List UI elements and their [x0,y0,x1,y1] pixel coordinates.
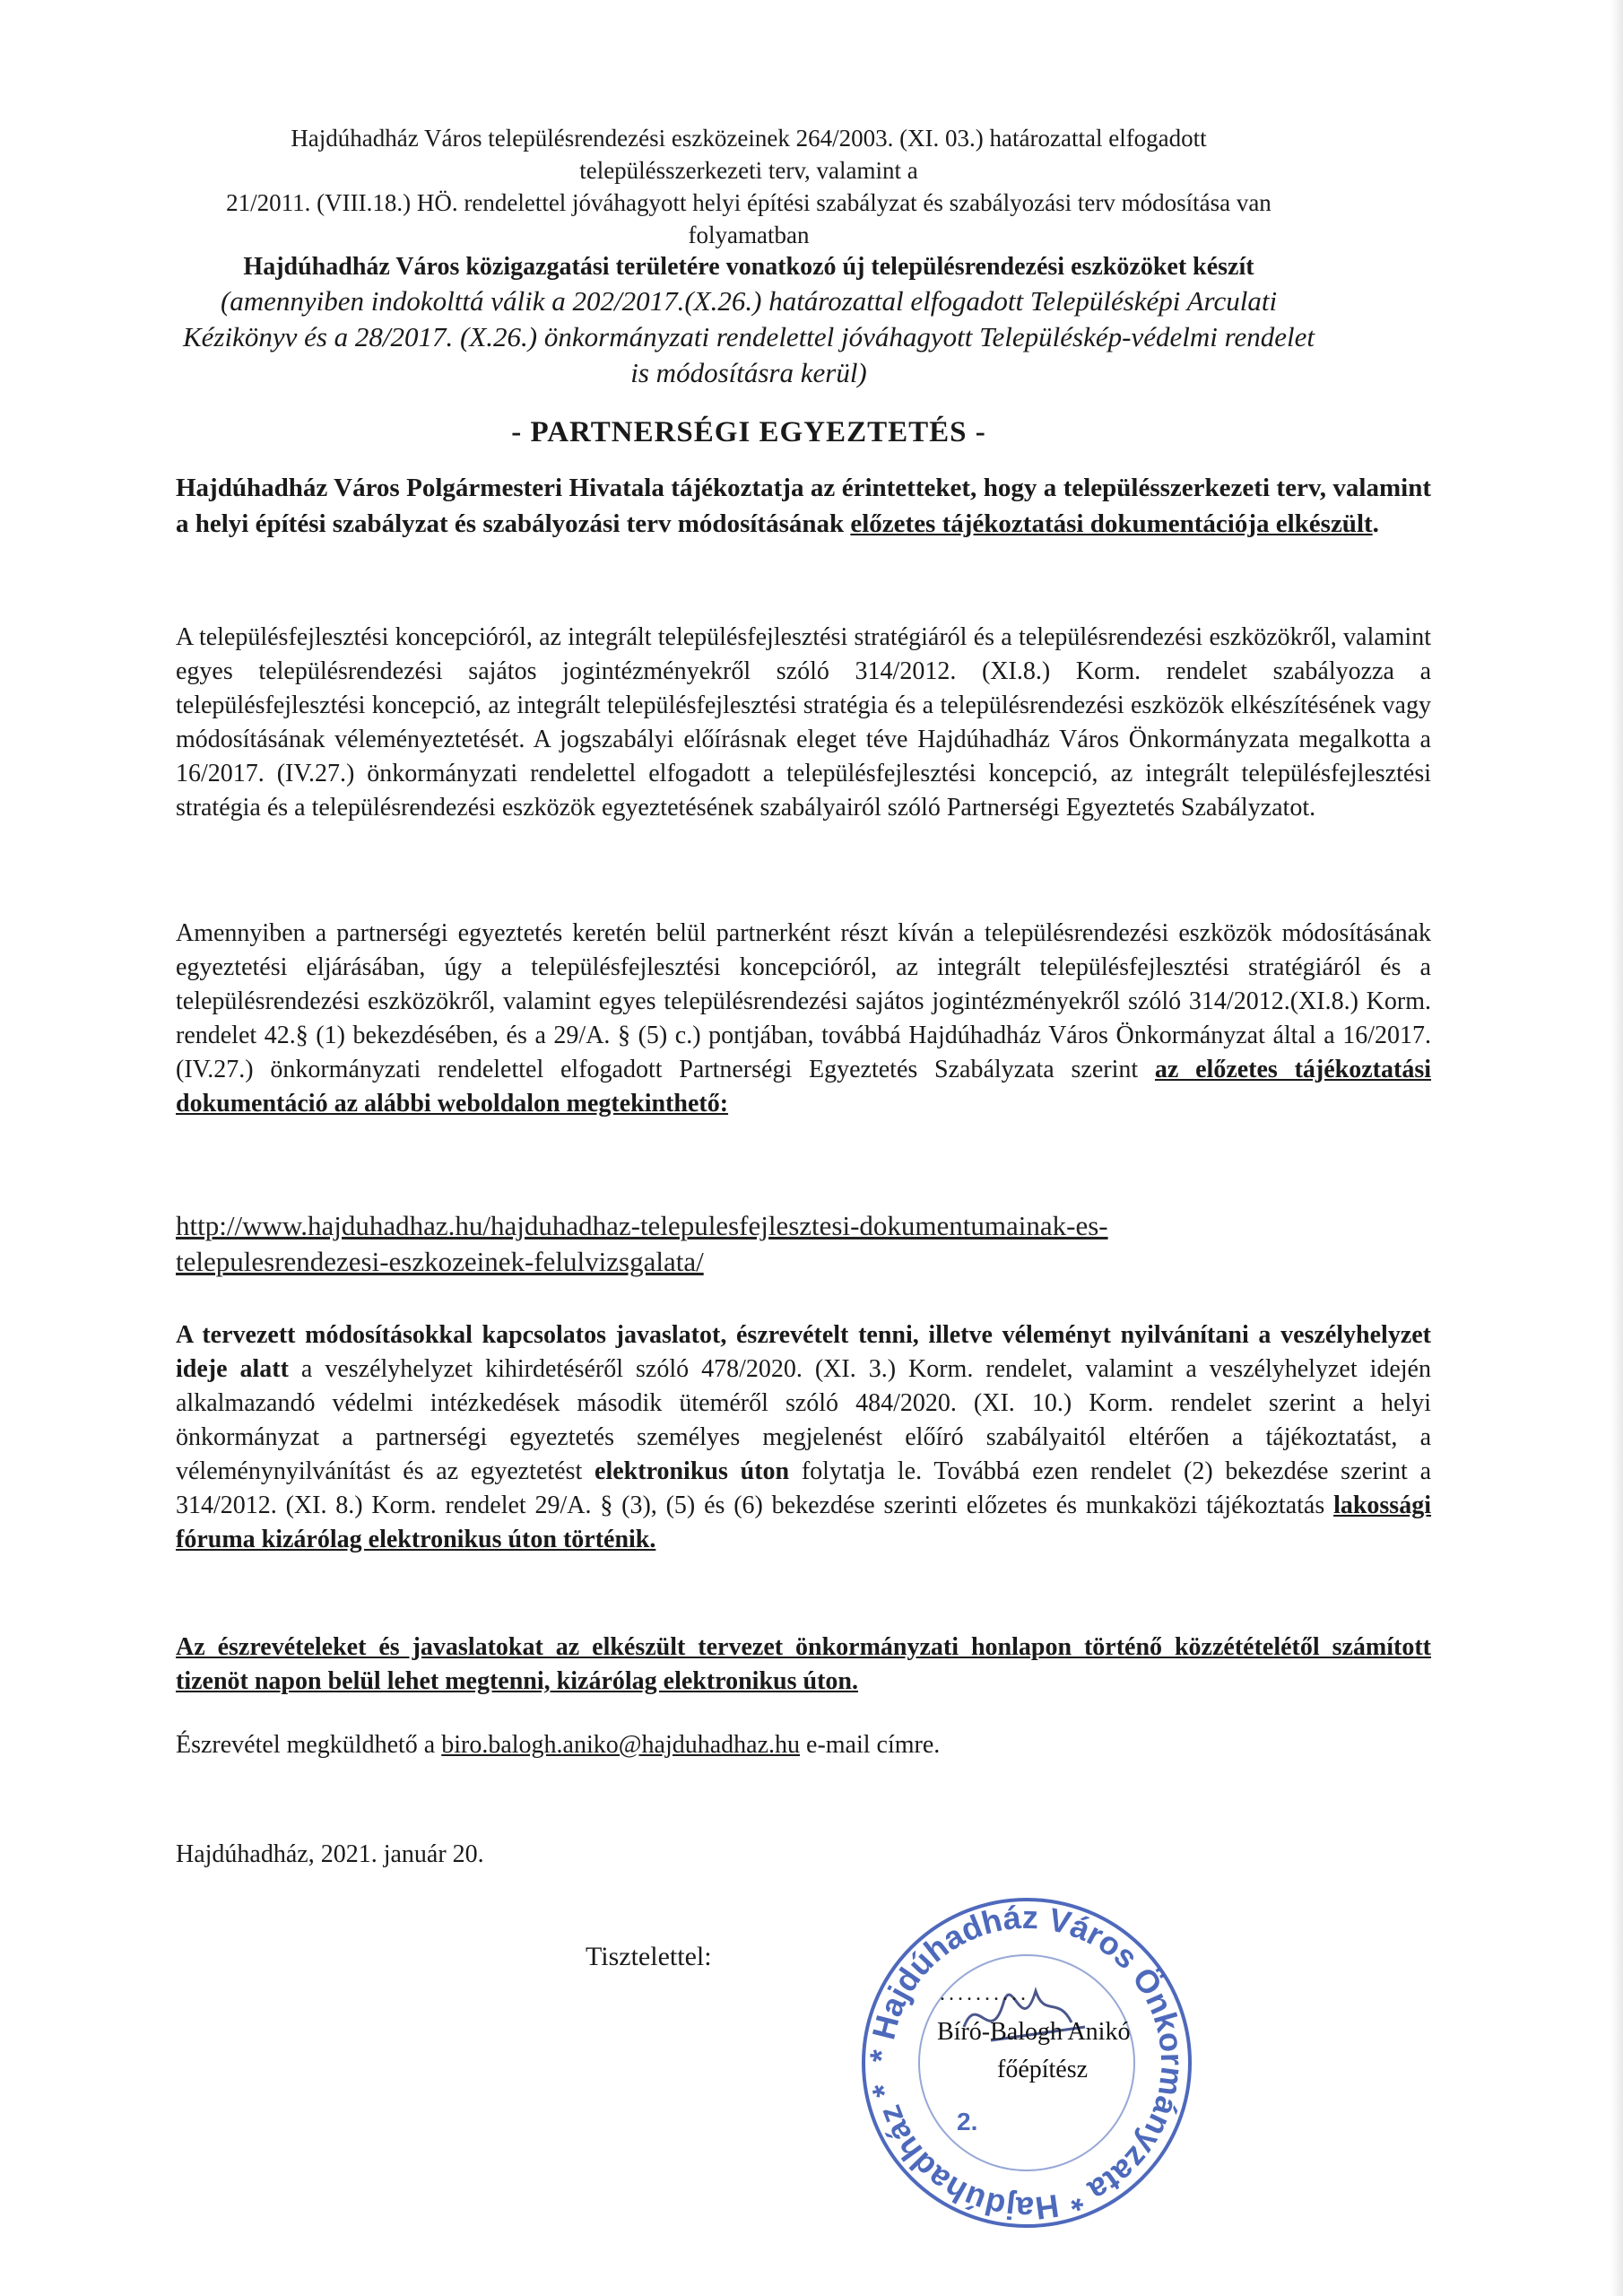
signatory-title: főépítész [997,2056,1089,2083]
intro-text: Hajdúhadház Város Polgármesteri Hivatala tájékoztatja az érintetteket, hogy a településszerkezeti terv, valamint a helyi építési szabályzat és szabályozási terv módosításának [176,474,1431,538]
intro-paragraph [176,470,1431,542]
intro-underlined: előzetes tájékoztatási dokumentációja elkészült [850,509,1373,538]
email-before: Észrevétel megküldhető a [176,1731,442,1759]
page-edge [1610,0,1623,2296]
participation-text: Amennyiben a partnerségi egyeztetés keretén belül partnerként részt kíván a településrendezési eszközök módosításának egyeztetési eljárásában, úgy a településfejlesztési koncepcióról, az integrált településfejlesztési stratégiáról és a településrendezési eszközökről, valamint egyes településrendezési sajátos jogintézményekről szóló 314/2012.(XI.8.) Korm. rendelet 42.§ (1) bekezdésében, és a 29/A. § (5) c.) pontjában, továbbá Hajdúhadház Város Önkormányzat által a 16/2017. (IV.27.) önkormányzati rendelettel elfogadott Partnerségi Egyeztetés Szabályzata szerint [176,919,1431,1083]
header-line-7: Kézikönyv és a 28/2017. (X.26.) önkormányzati rendelettel jóváhagyott Településkép-védelmi rendelet [182,321,1315,352]
document-title: - PARTNERSÉGI EGYEZTETÉS - [511,416,986,448]
signatory-name: Bíró-Balogh Anikó [937,2018,1131,2046]
email-after: e-mail címre. [800,1731,941,1759]
document-date: Hajdúhadház, 2021. január 20. [176,1840,484,1868]
emergency-bold-end: lakossági fóruma kizárólag elektronikus úton történik. [176,1492,1431,1553]
participation-paragraph [176,917,1431,1121]
header-line-1: Hajdúhadház Város településrendezési eszközeinek 264/2003. (XI. 03.) határozattal elfogadott [291,125,1207,152]
stamp-ring-text: * Hajdúhadház Város Önkormányzata * Hajdúhadház * [862,1898,1192,2228]
email-paragraph [176,1728,1431,1762]
header-line-8: is módosításra kerül) [630,357,867,388]
header-line-6: (amennyiben indokolttá válik a 202/2017.(X.26.) határozattal elfogadott Településképi Arculati [220,285,1278,317]
header-line-5: Hajdúhadház Város közigazgatási területére vonatkozó új településrendezési eszközöket készít [243,253,1254,281]
email-link[interactable]: biro.balogh.aniko@hajduhadhaz.hu [441,1731,801,1759]
emergency-text-2: folytatja le. Továbbá ezen rendelet (2) bekezdése szerint a 314/2012. (XI. 8.) Korm. rendelet 29/A. § (3), (5) és (6) bekezdése szerinti előzetes és munkaközi tájékoztatás [176,1457,1431,1519]
documentation-url-line-1[interactable]: http://www.hajduhadhaz.hu/hajduhadhaz-telepulesfejlesztesi-dokumentumainak-es- [176,1210,1108,1241]
emergency-paragraph [176,1318,1431,1557]
header-line-2: településszerkezeti terv, valamint a [579,157,918,184]
legal-basis-paragraph: A településfejlesztési koncepcióról, az integrált településfejlesztési stratégiáról és a településrendezési eszközökről, valamint egyes településrendezési sajátos jogintézményekről szóló 314/2012. (XI.8.) Korm. rendelet szabályozza a településfejlesztési koncepció, az integrált településfejlesztési stratégia és a településrendezési eszközök elkészítésének vagy módosításának véleményeztetését. A jogszabályi előírásnak eleget téve Hajdúhadház Város Önkormányzata megalkotta a 16/2017. (IV.27.) önkormányzati rendelettel elfogadott a településfejlesztési koncepció, az integrált településfejlesztési stratégia és a településrendezési eszközök egyeztetésének szabályairól szóló Partnerségi Egyeztetés Szabályzatot. [176,623,1431,822]
participation-underlined: az előzetes tájékoztatási dokumentáció az alábbi weboldalon megtekinthető: [176,1056,1431,1118]
intro-end: . [1372,509,1379,538]
documentation-url-line-2[interactable]: telepulesrendezesi-eszkozeinek-felulvizsgalata/ [176,1246,704,1277]
deadline-paragraph: Az észrevételeket és javaslatokat az elkészült tervezet önkormányzati honlapon történő közzétételétől számított tizenöt napon belül lehet megtenni, kizárólag elektronikus úton. [176,1633,1431,1695]
emergency-bold-mid: elektronikus úton [595,1457,790,1485]
documentation-link[interactable] [176,1208,1431,1280]
stamp-number: 2. [957,2108,978,2135]
document-header [152,122,1345,391]
header-line-4: folyamatban [688,222,810,248]
signature-dots: .......... [940,1982,1029,2005]
emergency-bold-start: A tervezett módosításokkal kapcsolatos javaslatot, észrevételt tenni, illetve véleményt nyilvánítani a veszélyhelyzet ideje alatt [176,1321,1431,1383]
closing-label: Tisztelettel: [586,1942,712,1971]
header-line-3: 21/2011. (VIII.18.) HÖ. rendelettel jóváhagyott helyi építési szabályzat és szabályozási terv módosítása van [226,189,1271,216]
emergency-text-1: a veszélyhelyzet kihirdetéséről szóló 478/2020. (XI. 3.) Korm. rendelet, valamint a veszélyhelyzet idején alkalmazandó védelmi intézkedések második üteméről szóló 484/2020. (XI. 10.) Korm. rendelet szerint a helyi önkormányzat a partnerségi egyeztetés személyes megjelenést előíró szabályaitól eltérően a tájékoztatást, a véleménynyilvánítást és az egyeztetést [176,1355,1431,1485]
